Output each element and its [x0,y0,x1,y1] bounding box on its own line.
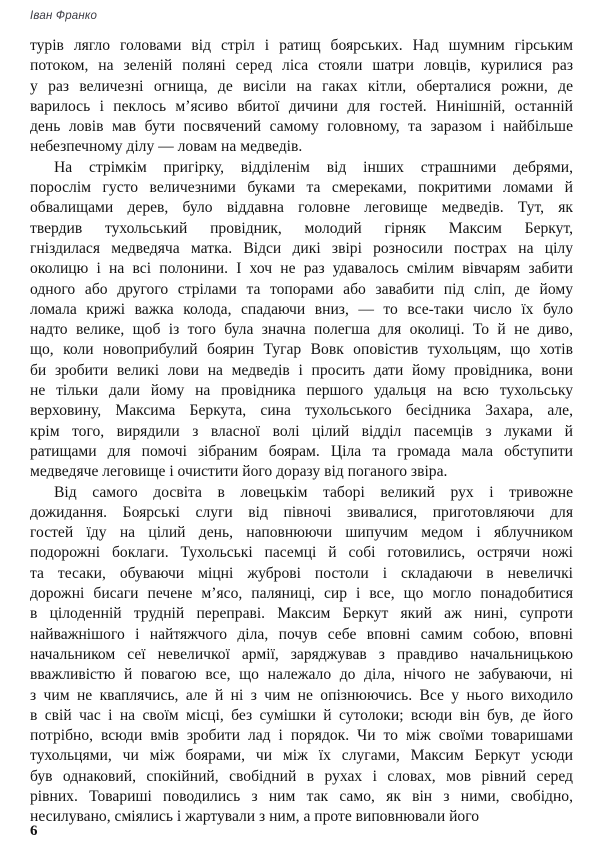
text-line: та тесаки, обуваючи міцні жуброві постоли і складаючи в невеличкі [30,564,573,582]
text-line: верховину, Максима Беркута, сина тухольського бесідника Захара, але, [30,402,573,420]
text-line: небезпечному ділу — ловам на медведів. [30,138,303,156]
text-line: несилувано, сміялись і жартували з ним, а проте виповнювали його [30,808,480,826]
text-line: був однаковий, спокійний, свобідний в рухах і словах, мов рівний серед [30,767,573,785]
text-line: потоком, на зеленій поляні серед ліса стояли шатри ловців, курилися раз [30,57,573,75]
text-line: найважнішого і найтяжчого діла, почув себе вповні самим собою, вповні [30,625,573,643]
text-line: в свій час і на своїм місці, без сумішки й сутолоки; всюди він був, де його [30,706,573,724]
text-line: обвалищами дерев, було віддавна головне леговище медведів. Тут, як [30,199,573,217]
text-line: начальником сеї невеличкої армії, заряджував з правдиво начальницькою [30,645,573,663]
text-line: тухольцями, чи між боярами, чи між їх слугами, Максим Беркут усюди [30,747,573,765]
text-line: турів лягло головами від стріл і ратищ боярських. Над шумним гірським [30,37,573,54]
body-text [30,36,573,828]
text-line: у раз величезні огнища, де висіли на гаках кітли, оберталися рожни, де [30,77,573,95]
text-line: не тільки дали йому на провідника першого удальця на всю тухольську [30,382,573,400]
text-line: околицю і на всі полонини. І хоч не раз удавалось смілим вівчарям забити [30,260,573,278]
text-line: дорожні бисаги печене м’ясо, паляниці, сир і все, що могло понадобитися [30,585,573,603]
text-line: подорожні боклаги. Тухольські пасемці й собі готовились, острячи ножі [30,544,573,562]
text-line: рівних. Товариші поводились з ним так само, як він з ними, свобідно, [30,787,573,805]
text-line: з чим не кваплячись, але й ні з чим не опізнюючись. Все у нього виходило [30,686,573,704]
text-line: твердив тухольський провідник, молодий гірняк Максим Беркут, [30,219,573,237]
text-line: день ловів мав бути посвячений самому головному, та заразом і найбільше [30,118,573,136]
text-line: На стрімкім пригірку, відділенім від інших страшними дебрями, [54,158,573,176]
text-line: дожидання. Боярські слуги від півночі звивалися, приготовляючи для [30,503,573,521]
text-line: ломала крижі важка колода, спадаючи вниз, — то все-таки число їх було [30,300,573,318]
text-line: варилось і пеклось м’ясиво вбитої дичини для гостей. Нинішній, останній [30,97,573,115]
text-line: надто велике, щоб із того була значна полегша для околиці. То й не диво, [30,321,573,339]
text-line: потрібно, всюди вмів зробити лад і порядок. Чи то між своїми товаришами [30,727,573,745]
text-line: в цілоденній трудній переправі. Максим Беркут який аж нині, супроти [30,605,573,623]
text-line: ратищами для помочі зібраним боярам. Ціла та громада мала обступити [30,442,573,460]
text-line: крім того, вирядили з власної волі цілий відділ пасемців з луками й [30,422,573,440]
text-line: Від самого досвіта в ловецькім таборі великий рух і тривожне [54,483,573,501]
text-line: вважливістю й повагою все, що належало до діла, нічого не забуваючи, ні [30,666,573,684]
text-line: що, коли новоприбулий боярин Тугар Вовк оповістив тухольцям, що хотів [30,341,573,359]
text-line: би зробити великі лови на медведів і просить дати йому провідника, вони [30,361,573,379]
text-line: гостей їду на цілий день, наповнюючи шипучим медом і яблучником [30,524,573,542]
page-number: 6 [30,823,38,839]
text-line: одного або другого стрілами та топорами або завабити під сліп, де йому [30,280,573,298]
text-line: медведяче леговище і очистити його доразу від поганого звіра. [30,463,448,481]
text-line: порослім густо величезними буками та смереками, покритими ломами й [30,179,573,197]
text-line: гніздилася медведяча матка. Відси дикі звірі розносили пострах на цілу [30,239,573,257]
author-header: Іван Франко [30,10,98,22]
